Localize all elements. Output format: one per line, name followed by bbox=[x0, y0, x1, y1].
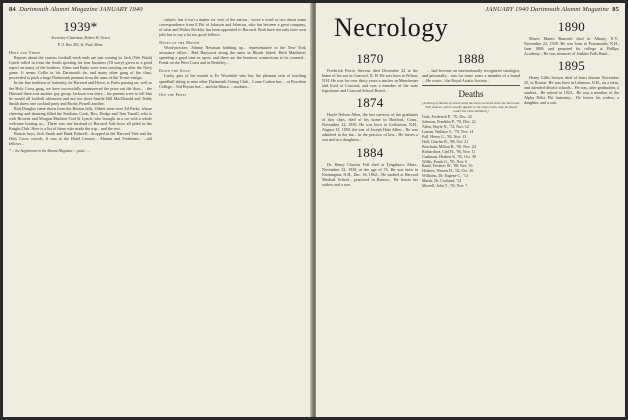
death-entry: Boscham, Milton B., '90, Nov. 24 bbox=[422, 144, 476, 149]
paragraph: Lucky gets of the month is Ev Woodside who has the pleasant task of teaching speedball skiing to nine other Dartmouth Outing Club... Lorne Cothen has ... at Bowdoin College... Ted Bryant has ... and the Ithaca ... students... bbox=[159, 73, 306, 89]
obituary-text: Hoyle Nelson Allen, the last survivor of the graduates of this class, died at his home in Hartford, Conn., November 12, 1939. He was born in Goffstown, N.H., August 15, 1850, the son of Joseph Hale Allen... He was admitted to the bar... in the practice of law... He leaves a son and two daughters... bbox=[322, 112, 418, 143]
section-heading: Off the Press bbox=[159, 91, 187, 97]
obituary-text: ... had become an internationally recognized sinologist, and personally... was for some years a member of a board ... He wrote... the Royal Asiatic Society... bbox=[422, 68, 520, 84]
left-running-head: 84 Dartmouth Alumni Magazine JANUARY 1940 bbox=[9, 6, 143, 13]
class-year-heading: 1890 bbox=[557, 19, 586, 34]
section-heading: Down the Aisle bbox=[159, 68, 191, 74]
death-entry: Johnson, Franklin P., '70, Dec. 22 bbox=[422, 120, 476, 125]
death-entry: Rand, Frederic W., '98, Nov. 16 bbox=[422, 164, 473, 169]
obituary-text: Henry Gillis Sawyer died of heart disease November 25, in Boston. He was born in Lebanon, N.H., on a farm, and attended district schools... He was, after graduation, a student... He retired in 1924... He was a member of the Alpha Delta Phi fraternity... He leaves his widow, a daughter, and a son. bbox=[524, 75, 619, 106]
death-entry: Fall, Henry C., '84, Nov. 13 bbox=[422, 135, 467, 140]
paragraph: subject, but it isn't a matter for vote of the nation... wrote a word or two about some correspondence from E.Pitt of Johnson and Johnson, who has become a great company, of what and Walter Beckley has been appointed to Harvard. Both have not only their own jobs but to say a lot too good fellows. bbox=[159, 17, 306, 38]
deaths-list bbox=[422, 115, 520, 189]
obituary-text: Dr. Henry Clayton Fall died at Tyngsboro, Mass., November 13, 1939, at the age of 76. He was born in Farmington, N.H., Dec. 16, 1862... He studied at Harvard Medical School... practiced in Boston... He leaves his widow and a son. bbox=[322, 161, 418, 187]
death-entry: Willis, Frank G., '95, Nov. 6 bbox=[422, 159, 468, 164]
right-running-head: JANUARY 1940 Dartmouth Alumni Magazine 85 bbox=[485, 6, 619, 13]
class-year-heading: 1895 bbox=[557, 58, 586, 74]
deaths-note: [A listing of deaths of which word has been received since the last issue. Full notices, which usually appear in the class notes, may be found under the class numbers.] bbox=[422, 101, 520, 114]
right-column-2 bbox=[422, 49, 520, 413]
death-entry: Holmes, Warren H., '02, Oct. 26 bbox=[422, 169, 474, 174]
death-entry: Lyman, Wallace S., '79, Nov. 14 bbox=[422, 130, 474, 135]
right-page bbox=[316, 3, 625, 417]
class-year-heading: 1874 bbox=[356, 95, 384, 111]
paragraph: Rod Douglas came down from the Boston hills. Others seen were Ed Parks, whose cheering and shouting filled the Stadium; Cook, Rex, Dodge and Tom Tansill, who is with Browne and Morgan Machine Tool & Lynch, who brought in a car with a whole welcome hosting us... There was one busload of Harvard Yale boys all piled in the Knight Club. Here is a list of those who made the trip... and the rest. bbox=[9, 105, 152, 131]
class-year-heading: 1884 bbox=[356, 144, 384, 160]
paragraph: Word-pictures: Johnny Newman bobbing up... representative in the New York insurance office... Bud Haywood doing the same in Rhode Island. Herb Matthieu's spending a good time in spots, and there are the business connections to be counted... Frank on the West Coast and in Berkeley... bbox=[159, 45, 306, 66]
death-entry: Williams, Dr. Eugene C., '14 bbox=[422, 174, 468, 179]
page-title: Necrology bbox=[334, 13, 449, 42]
obituary-text: Frederick Peirce Stevens died December 22 at the home of his son in Concord, N. H. He was born in Wilton, N.H. He was for over thirty years a teacher in Manchester and lived at Concord, and was a member of the state legislature and Concord School Board... bbox=[322, 68, 418, 94]
right-column-1 bbox=[322, 49, 418, 413]
death-entry: Gale, Frederick P., '70, Dec. 22 bbox=[422, 115, 472, 120]
right-page-number: 85 bbox=[612, 6, 619, 13]
class-year-heading: 1870 bbox=[356, 51, 384, 66]
left-column-2 bbox=[159, 17, 306, 413]
class-year-heading: 1888 bbox=[457, 51, 485, 66]
death-entry: Marsh, Dr. Cortland, '14 bbox=[422, 179, 461, 184]
death-entry: Morrell, John T., '39, Nov. 7 bbox=[422, 184, 468, 189]
section-heading: Here and There bbox=[9, 50, 41, 56]
divider bbox=[422, 85, 520, 86]
paragraph: Boston boys, Jack Smith and Hank Bidwell... dropped in the Harvard Yale and the Holy Cross crowds. It was at the Hotel Lennox... Alumni and Freshmen... ...old fellows... bbox=[9, 130, 152, 147]
left-page-number: 84 bbox=[9, 6, 16, 13]
paragraph: Reports about the various football week ends are just coming in. Jack (Wet Wash) Lynch rolled in from the South sporting his four business (I'll sorry) given to a good report on many of the brothers. Slims and Parks were seen carrying on after the Navy game. It seems Collie in his Dartmouth tie, and many other gang of the class, proceeded to pitch a huge Dartmouth pennant from the arms of the Tower-ensign. bbox=[9, 55, 152, 81]
secretary-address: P. O. Box 492, St. Paul, Minn. bbox=[57, 42, 104, 47]
left-column-1 bbox=[9, 17, 152, 413]
class-secretary: Secretary-Chairman, Robert W. Orsen bbox=[51, 36, 110, 40]
paragraph: In the fine tradition of fraternity, he Harvard and Howe, is Parks passing on, well as the Holy Cross gang, we have successfully maneuvered the prize out the door... , the Harvard there was another gay group. Jackson was there... his parents were to tell him he would all football afternoon and not too short Seattle Bill MacDonald and Teddy Smith threw one cocktail party and Rocky Powell another. bbox=[9, 80, 152, 106]
left-page bbox=[3, 3, 312, 417]
death-entry: Richardson, Carl H., '90, Nov. 11 bbox=[422, 149, 476, 154]
death-entry: Cushman, Herbert S., '95, Oct. 30 bbox=[422, 154, 477, 159]
obituary-text: Moses Munro Bancroft died in Albany, N.Y., November 22, 1939. He was born in Portsmouth, N.H., June 1868, and prepared for college at Phillips Academy... He was treasurer of Jenkins Falls Bank... bbox=[524, 36, 619, 57]
section-heading: Notes of the Month bbox=[159, 40, 200, 46]
right-column-3 bbox=[524, 17, 619, 413]
death-entry: Allen, Hoyle N., '74, Nov. 12 bbox=[422, 125, 469, 130]
deaths-heading: Deaths bbox=[458, 89, 484, 100]
footnote: * ... the Supplement to the Alumni Magazine ... paid... ... bbox=[9, 149, 90, 154]
class-year-heading: 1939* bbox=[63, 19, 98, 34]
death-entry: Hall, Charles B., '88, Oct. 21 bbox=[422, 139, 469, 144]
